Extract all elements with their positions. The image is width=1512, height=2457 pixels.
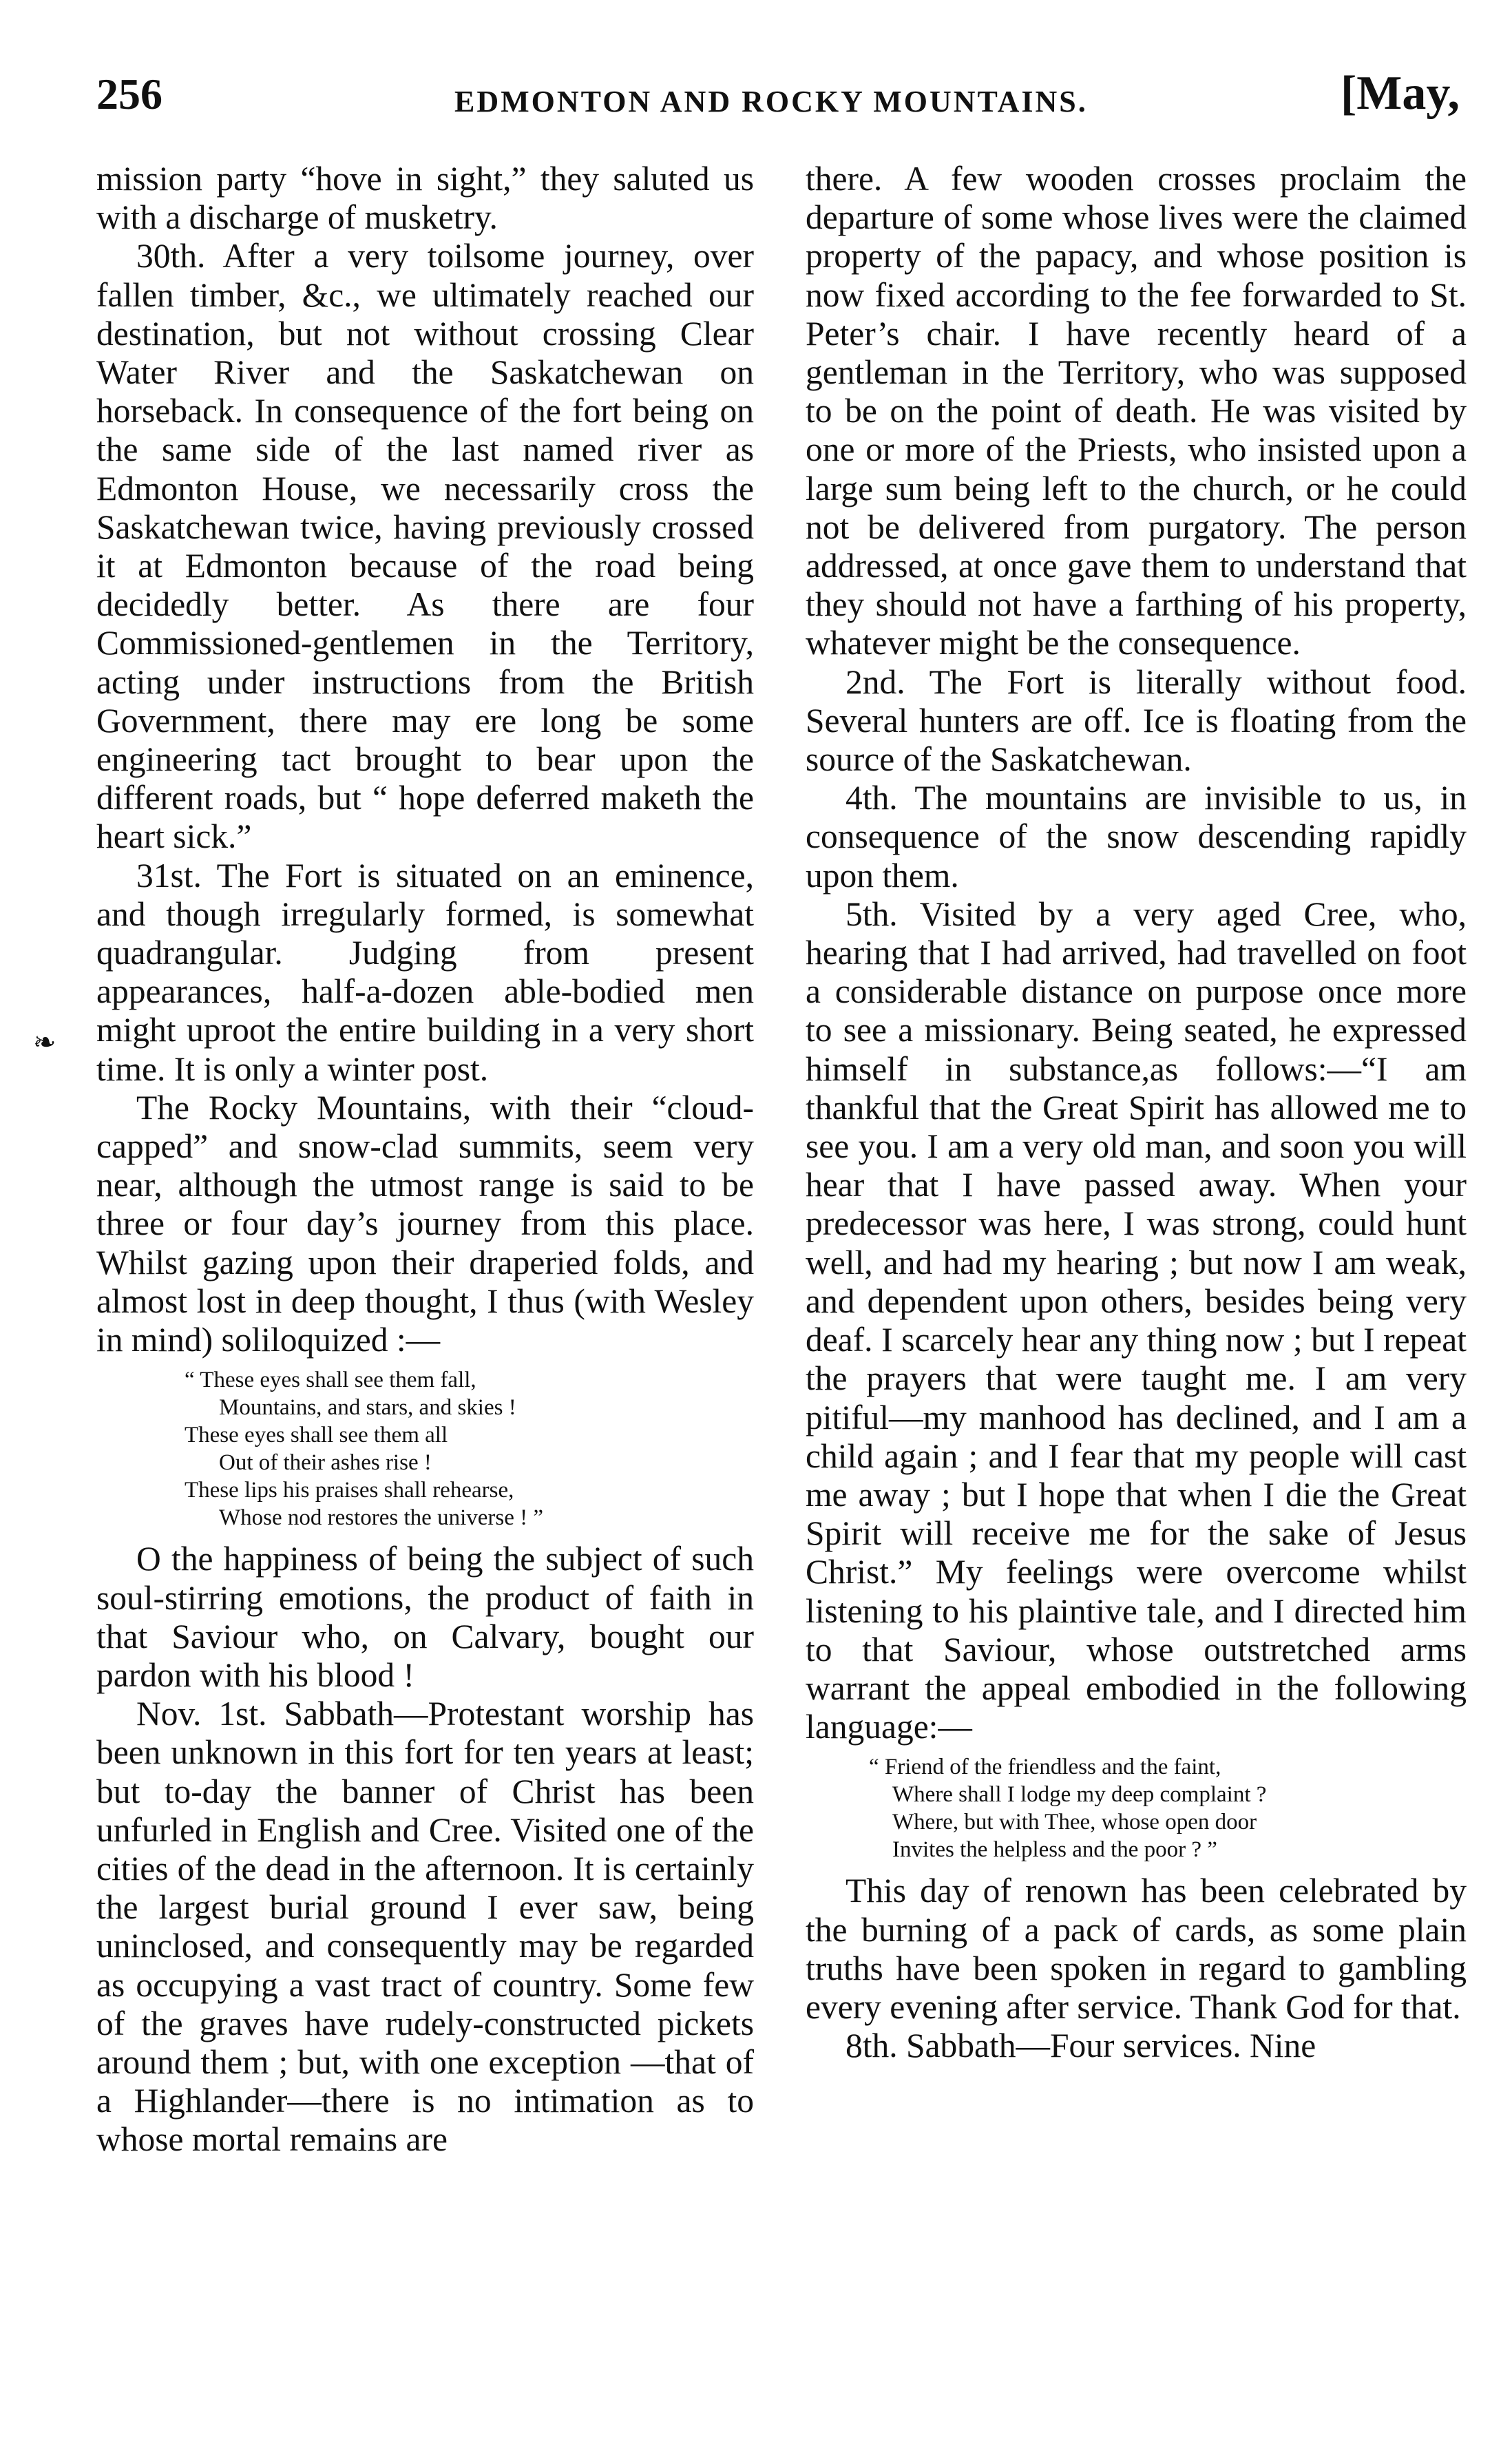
paragraph: Nov. 1st. Sabbath—Protestant worship has been unknown in this fort for ten years at least; but to-day the banner of Christ has been unfurled in English and Cree. Visited one of the cities of the dead in the afternoon. It is certainly the largest burial ground I ever saw, being uninclosed, and consequently may be regarded as occupying a vast tract of country. Some few of the graves have rudely-constructed pickets around them ; but, with one exception —that of a Highlander—there is no intimation as to whose mortal remains are bbox=[96, 1695, 754, 2159]
verse-quote bbox=[806, 1753, 1467, 1863]
paragraph: 2nd. The Fort is literally without food. Several hunters are off. Ice is floating from the source of the Saskatchewan. bbox=[806, 662, 1467, 779]
page-number: 256 bbox=[96, 70, 162, 118]
verse-line: Out of their ashes rise ! bbox=[219, 1450, 432, 1476]
paragraph: 31st. The Fort is situated on an eminence, and though irregularly formed, is somewhat quadrangular. Judging from present appearances, half-a-dozen able-bodied men might uproot the entire building in a very short time. It is only a winter post. bbox=[96, 856, 754, 1088]
verse-line: Whose nod restores the universe ! ” bbox=[219, 1505, 544, 1531]
verse-line: Invites the helpless and the poor ? ” bbox=[892, 1837, 1217, 1863]
margin-ornament-icon: ❧ bbox=[33, 1027, 56, 1058]
verse-line: Where shall I lodge my deep complaint ? bbox=[892, 1782, 1267, 1808]
page-header bbox=[96, 69, 1460, 138]
verse-line: “ These eyes shall see them fall, bbox=[185, 1368, 476, 1393]
left-column bbox=[96, 160, 754, 2160]
paragraph: 30th. After a very toilsome journey, over fallen timber, &c., we ultimately reached our destination, but not without crossing Clear Water River and the Saskatchewan on horseback. In consequence of the fort being on the same side of the last named river as Edmonton House, we necessarily cross the Saskatchewan twice, having previously crossed it at Edmonton because of the road being decidedly better. As there are four Commissioned-gentlemen in the Territory, acting under instructions from the British Government, there may ere long be some engineering tact brought to bear upon the different roads, but “ hope deferred maketh the heart sick.” bbox=[96, 237, 754, 856]
paragraph: The Rocky Mountains, with their “cloud-capped” and snow-clad summits, seem very near, although the utmost range is said to be three or four day’s journey from this place. Whilst gazing upon their draperied folds, and almost lost in deep thought, I thus (with Wesley in mind) soliloquized :— bbox=[96, 1088, 754, 1359]
verse-line: These eyes shall see them all bbox=[185, 1423, 448, 1448]
paragraph: 5th. Visited by a very aged Cree, who, hearing that I had arrived, had travelled on foot a considerable distance on purpose once more to see a missionary. Being seated, he expressed himself in substance,as follows:—“I am thankful that the Great Spirit has allowed me to see you. I am a very old man, and soon you will hear that I have passed away. When your predecessor was here, I was strong, could hunt well, and had my hearing ; but now I am weak, and dependent upon others, besides being very deaf. I scarcely hear any thing now ; but I repeat the prayers that were taught me. I am very pitiful—my manhood has declined, and I am a child again ; and I fear that my people will cast me away ; but I hope that when I die the Great Spirit will receive me for the sake of Jesus Christ.” My feelings were overcome whilst listening to his plaintive tale, and I directed him to that Saviour, whose outstretched arms warrant the appeal embodied in the following language:— bbox=[806, 895, 1467, 1746]
paragraph: mission party “hove in sight,” they saluted us with a discharge of musketry. bbox=[96, 160, 754, 237]
right-column bbox=[806, 160, 1467, 2065]
verse-line: These lips his praises shall rehearse, bbox=[185, 1478, 514, 1503]
paragraph: there. A few wooden crosses proclaim the departure of some whose lives were the claimed property of the papacy, and whose position is now fixed according to the fee forwarded to St. Peter’s chair. I have recently heard of a gentleman in the Territory, who was supposed to be on the point of death. He was visited by one or more of the Priests, who insisted upon a large sum being left to the church, or he could not be delivered from purgatory. The person addressed, at once gave them to understand that they should not have a farthing of his property, whatever might be the consequence. bbox=[806, 160, 1467, 662]
running-title: EDMONTON AND ROCKY MOUNTAINS. bbox=[454, 85, 1088, 118]
paragraph: 4th. The mountains are invisible to us, in consequence of the snow descending rapidly upon them. bbox=[806, 779, 1467, 895]
paragraph: This day of renown has been celebrated by the burning of a pack of cards, as some plain truths have been spoken in regard to gambling every evening after service. Thank God for that. bbox=[806, 1872, 1467, 2026]
verse-line: “ Friend of the friendless and the faint, bbox=[869, 1755, 1221, 1780]
verse-line: Where, but with Thee, whose open door bbox=[892, 1810, 1257, 1835]
paragraph: 8th. Sabbath—Four services. Nine bbox=[846, 2027, 1316, 2065]
paragraph: O the happiness of being the subject of such soul-stirring emotions, the product of faith in that Saviour who, on Calvary, bought our pardon with his blood ! bbox=[96, 1540, 754, 1694]
verse-line: Mountains, and stars, and skies ! bbox=[219, 1395, 516, 1421]
verse-quote bbox=[96, 1366, 754, 1531]
header-month: [May, bbox=[1340, 67, 1460, 120]
